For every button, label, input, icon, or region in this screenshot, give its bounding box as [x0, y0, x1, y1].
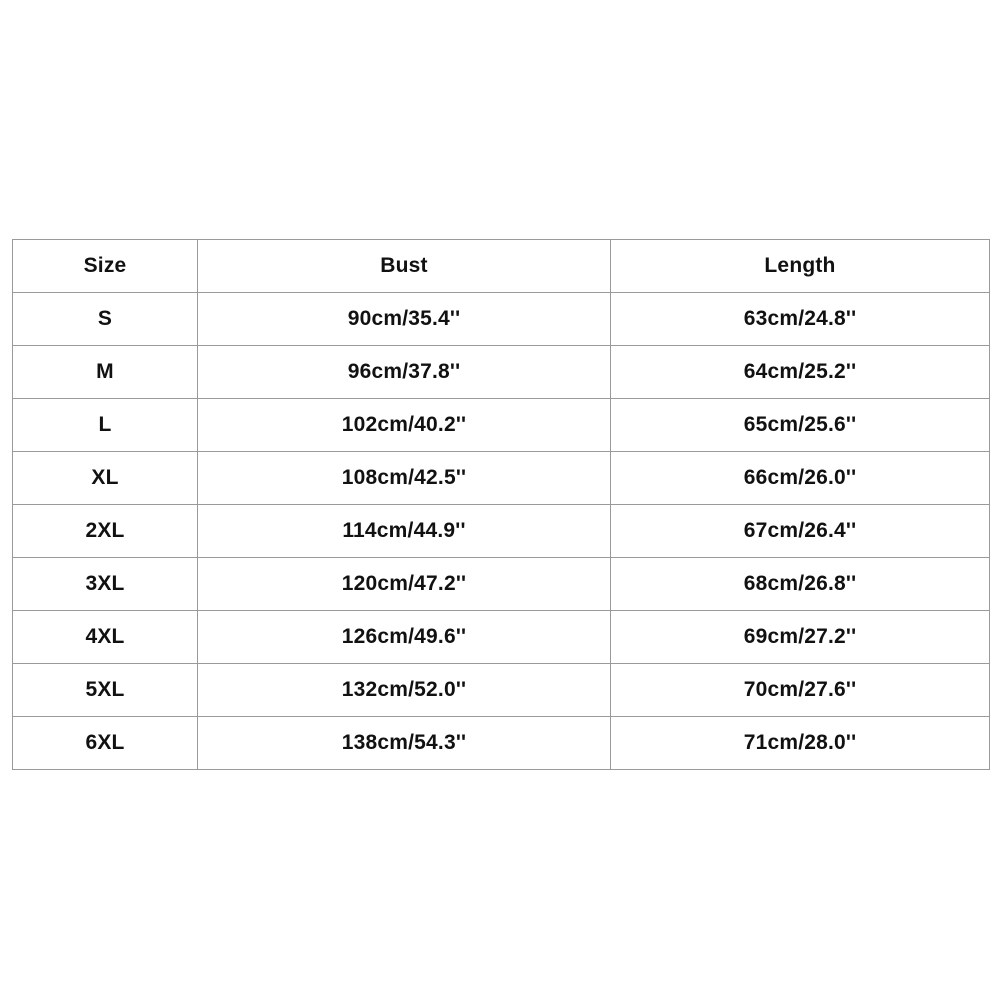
- bust-cell: 138cm/54.3'': [198, 717, 611, 770]
- size-cell: 5XL: [13, 664, 198, 717]
- length-cell: 63cm/24.8'': [611, 293, 990, 346]
- length-cell: 71cm/28.0'': [611, 717, 990, 770]
- length-cell: 68cm/26.8'': [611, 558, 990, 611]
- bust-cell: 102cm/40.2'': [198, 399, 611, 452]
- size-cell: 4XL: [13, 611, 198, 664]
- table-row: [13, 664, 990, 717]
- size-cell: 2XL: [13, 505, 198, 558]
- header-length: Length: [611, 240, 990, 293]
- bust-cell: 132cm/52.0'': [198, 664, 611, 717]
- size-cell: 3XL: [13, 558, 198, 611]
- header-size: Size: [13, 240, 198, 293]
- length-cell: 65cm/25.6'': [611, 399, 990, 452]
- length-cell: 66cm/26.0'': [611, 452, 990, 505]
- table-header-row: [13, 240, 990, 293]
- size-cell: 6XL: [13, 717, 198, 770]
- length-cell: 70cm/27.6'': [611, 664, 990, 717]
- size-chart-table: [12, 239, 990, 770]
- bust-cell: 108cm/42.5'': [198, 452, 611, 505]
- length-cell: 69cm/27.2'': [611, 611, 990, 664]
- table-row: [13, 452, 990, 505]
- bust-cell: 120cm/47.2'': [198, 558, 611, 611]
- size-cell: M: [13, 346, 198, 399]
- bust-cell: 126cm/49.6'': [198, 611, 611, 664]
- table-row: [13, 293, 990, 346]
- size-cell: S: [13, 293, 198, 346]
- table-row: [13, 505, 990, 558]
- table-row: [13, 611, 990, 664]
- table-row: [13, 346, 990, 399]
- table-row: [13, 399, 990, 452]
- size-cell: XL: [13, 452, 198, 505]
- length-cell: 64cm/25.2'': [611, 346, 990, 399]
- bust-cell: 114cm/44.9'': [198, 505, 611, 558]
- bust-cell: 90cm/35.4'': [198, 293, 611, 346]
- table-row: [13, 558, 990, 611]
- length-cell: 67cm/26.4'': [611, 505, 990, 558]
- size-cell: L: [13, 399, 198, 452]
- table-row: [13, 717, 990, 770]
- bust-cell: 96cm/37.8'': [198, 346, 611, 399]
- header-bust: Bust: [198, 240, 611, 293]
